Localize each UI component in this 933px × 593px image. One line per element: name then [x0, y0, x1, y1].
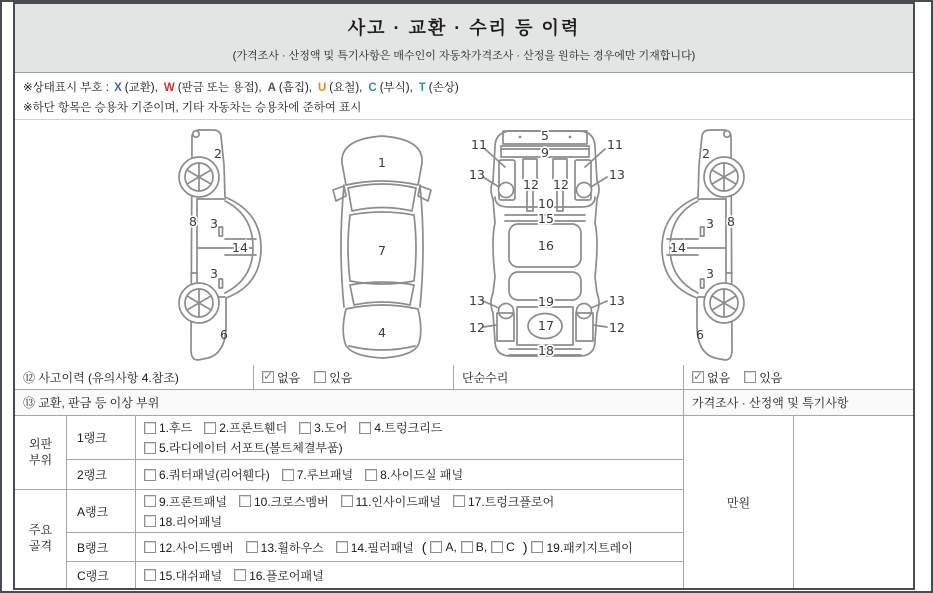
panel-item-label: 13.휠하우스	[260, 540, 324, 555]
page-title: 사고 · 교환 · 수리 등 이력	[347, 17, 581, 38]
part-number-roof: 7	[378, 243, 386, 258]
part-number-front-door: 3	[706, 216, 714, 231]
part-number-rear-door: 3	[706, 266, 714, 281]
legend-symbol-x: X	[114, 82, 122, 94]
panel-item	[299, 419, 347, 436]
checkbox-front-fender[interactable]	[204, 422, 216, 434]
panel-item	[144, 493, 227, 510]
accident-exist-checkbox[interactable]	[314, 371, 326, 383]
part-number-side-member-front-left: 12	[523, 177, 539, 192]
panel-item	[144, 419, 192, 436]
checkbox-pillar-panel[interactable]	[336, 541, 348, 553]
panel-item-label: 3.도어	[314, 421, 348, 435]
part-number-cross-member: 10	[538, 196, 554, 211]
legend-desc-u: (요철),	[329, 82, 363, 94]
status-legend	[15, 73, 913, 120]
part-number-rear-door: 3	[210, 266, 218, 281]
panel-item-label: 6.쿼터패널(리어휀다)	[159, 468, 270, 482]
panel-item-label: 8.사이드실 패널	[380, 468, 464, 482]
legend-desc-w: (판금 또는 용접),	[177, 82, 262, 94]
panel-item	[246, 539, 324, 556]
simple-repair-label: 단순수리	[454, 365, 684, 389]
checkbox-quarter-panel[interactable]	[144, 469, 156, 481]
accident-history-row	[15, 365, 913, 390]
checkbox-trunk-lid[interactable]	[359, 422, 371, 434]
legend-symbol-t: T	[418, 82, 426, 94]
group-frame-line1: 주요	[28, 523, 53, 538]
panel-item-label: 5.라디에이터 서포트(볼트체결부품)	[159, 441, 343, 455]
rank-c-items	[136, 561, 683, 588]
special-notes-cell	[794, 416, 913, 588]
checkbox-side-member[interactable]	[144, 541, 156, 553]
pillar-sub-b	[461, 540, 487, 554]
pillar-sub-label: C	[506, 540, 515, 554]
part-number-trunk: 4	[378, 325, 386, 340]
panel-item-label: 7.루브패널	[296, 468, 354, 482]
panel-item-label: 12.사이드멤버	[159, 540, 234, 555]
checkbox-rear-panel[interactable]	[144, 515, 156, 527]
checkbox-pillar-a[interactable]	[430, 541, 442, 553]
part-number-dash-panel: 15	[538, 211, 554, 226]
checkbox-cross-member[interactable]	[239, 495, 251, 507]
legend-line-2: ※하단 항목은 승용차 기준이며, 기타 자동차는 승용차에 준하여 표시	[23, 102, 362, 115]
part-number-sill: 8	[727, 214, 735, 229]
price-survey-area	[684, 416, 913, 588]
part-number-front-support: 5	[541, 128, 549, 143]
legend-desc-c: (부식),	[379, 82, 413, 94]
panel-item-label: 1.후드	[159, 421, 193, 435]
part-number-pillar: 14	[670, 240, 686, 255]
panel-item-label: 15.대쉬패널	[159, 568, 223, 583]
panel-item	[144, 513, 222, 530]
panel-item-label: 2.프론트휀더	[219, 421, 288, 435]
part-number-wheelhouse-rear-left: 13	[469, 293, 485, 308]
panel-item	[453, 493, 554, 510]
part-number-package-tray: 19	[538, 294, 554, 309]
part-number-side-member-rear-right: 12	[609, 320, 625, 335]
rank-1-items	[136, 416, 683, 459]
legend-desc-t: (손상)	[428, 82, 459, 94]
panel-item-label: 16.플로어패널	[249, 568, 324, 583]
checkbox-roof-panel[interactable]	[282, 469, 294, 481]
simple-repair-choices	[684, 365, 913, 389]
group-outer-panel	[15, 416, 67, 489]
panel-item-label: 11.인사이드패널	[355, 494, 441, 509]
exchange-row-label: ⑬ 교환, 판금 등 이상 부위	[15, 390, 684, 415]
part-number-sill: 8	[189, 214, 197, 229]
group-outer-line2: 부위	[28, 452, 53, 467]
repair-none-option[interactable]	[692, 369, 730, 386]
pillar-sub-label: B,	[475, 540, 488, 554]
pillar-sub-c	[491, 540, 515, 554]
accident-none-checkbox[interactable]	[262, 371, 274, 383]
pillar-paren-close: )	[522, 539, 528, 555]
part-number-side-member-rear-left: 12	[469, 320, 485, 335]
panel-item	[531, 539, 632, 556]
legend-symbol-c: C	[368, 82, 377, 94]
part-number-floor-panel: 16	[538, 238, 554, 253]
panel-item-label: 19.패키지트레이	[546, 540, 633, 555]
accident-none-option[interactable]	[262, 369, 300, 386]
panel-item	[144, 567, 222, 584]
checkbox-hood[interactable]	[144, 422, 156, 434]
panel-item	[239, 493, 329, 510]
rank-b-label: B랭크	[67, 532, 136, 561]
part-number-trunk-floor: 17	[538, 318, 554, 333]
rank-a-label: A랭크	[67, 489, 136, 532]
panel-table	[15, 416, 913, 588]
car-top-diagram	[330, 127, 435, 362]
pillar-sub-label: A,	[445, 540, 457, 554]
part-number-front-door: 3	[210, 216, 218, 231]
checkbox-pillar-b[interactable]	[461, 541, 473, 553]
checkbox-inside-panel[interactable]	[341, 495, 353, 507]
legend-symbol-u: U	[317, 82, 327, 94]
legend-desc-x: (교환),	[124, 82, 158, 94]
panel-item-label: 9.프론트패널	[159, 494, 227, 509]
part-number-fender: 2	[214, 146, 222, 161]
checkbox-pillar-c[interactable]	[491, 541, 503, 553]
car-side-right-diagram	[640, 127, 755, 362]
repair-none-checkbox[interactable]	[692, 371, 704, 383]
checkbox-dash-panel[interactable]	[144, 569, 156, 581]
checkbox-radiator-support[interactable]	[144, 442, 156, 454]
legend-prefix: ※상태표시 부호 :	[23, 82, 113, 94]
rank-2-label: 2랭크	[67, 459, 136, 489]
checkbox-floor-panel[interactable]	[234, 569, 246, 581]
rank-2-items	[136, 459, 683, 489]
checkbox-package-tray[interactable]	[531, 541, 543, 553]
legend-symbol-a: A	[267, 82, 276, 94]
rank-b-items	[136, 532, 683, 561]
part-number-rear-panel: 18	[538, 343, 554, 358]
accident-exist-option[interactable]	[314, 369, 352, 386]
title-band	[15, 4, 913, 73]
panel-item	[359, 419, 442, 436]
rank-a-items	[136, 489, 683, 532]
part-number-inside-panel-left: 11	[471, 137, 487, 152]
panel-item-label: 10.크로스멤버	[253, 494, 329, 509]
checkbox-door[interactable]	[299, 422, 311, 434]
group-frame-line2: 골격	[28, 539, 53, 553]
panel-item	[234, 567, 324, 584]
checkbox-trunk-floor[interactable]	[453, 495, 465, 507]
car-diagrams	[15, 120, 913, 365]
exchange-header-row	[15, 390, 913, 416]
checkbox-wheel-house[interactable]	[246, 541, 258, 553]
panel-item	[365, 466, 463, 483]
rank-1-label: 1랭크	[67, 416, 136, 459]
part-number-pillar: 14	[232, 240, 248, 255]
part-number-wheelhouse-front-left: 13	[469, 167, 485, 182]
pillar-paren-open: (	[421, 539, 427, 555]
panel-item	[336, 539, 414, 556]
part-number-inside-panel-right: 11	[607, 137, 623, 152]
legend-symbol-w: W	[163, 82, 175, 94]
page-subtitle: (가격조사 · 산정액 및 특기사항은 매수인이 자동차가격조사 · 산정을 원하는 경우에만 기재합니다)	[232, 49, 696, 62]
part-number-side-member-front-right: 12	[553, 177, 569, 192]
accident-history-label: ⑫ 사고이력 (유의사항 4.참조)	[15, 365, 254, 389]
repair-none-label: 없음	[707, 370, 731, 385]
car-underbody-diagram	[465, 127, 625, 362]
panel-item-label: 14.필러패널	[350, 540, 414, 555]
rank-c-label: C랭크	[67, 561, 136, 588]
price-survey-header: 가격조사 · 산정액 및 특기사항	[692, 396, 849, 410]
panel-item	[144, 439, 343, 456]
checkbox-side-sill-panel[interactable]	[365, 469, 377, 481]
repair-exist-option[interactable]	[744, 369, 782, 386]
panel-item-label: 18.리어패널	[159, 514, 223, 529]
part-number-quarter: 6	[696, 327, 704, 342]
panel-item	[204, 419, 287, 436]
repair-exist-label: 있음	[759, 370, 783, 385]
part-number-quarter: 6	[220, 327, 228, 342]
part-number-wheelhouse-front-right: 13	[609, 167, 625, 182]
checkbox-front-panel[interactable]	[144, 495, 156, 507]
pillar-sub-a	[430, 540, 456, 554]
form-frame	[13, 2, 915, 590]
price-unit-cell: 만원	[684, 416, 794, 588]
panel-item	[144, 466, 270, 483]
panel-item	[144, 539, 234, 556]
repair-exist-checkbox[interactable]	[744, 371, 756, 383]
accident-exist-label: 있음	[329, 370, 353, 385]
panel-item	[341, 493, 441, 510]
part-number-front-panel: 9	[541, 145, 549, 160]
accident-history-choices	[254, 365, 454, 389]
legend-desc-a: (흠집),	[278, 82, 312, 94]
group-outer-line1: 외판	[28, 436, 53, 451]
accident-none-label: 없음	[277, 370, 301, 385]
part-number-hood: 1	[378, 155, 386, 170]
panel-item	[282, 466, 353, 483]
car-side-left-diagram	[168, 127, 283, 362]
part-number-fender: 2	[702, 146, 710, 161]
panel-table-left	[15, 416, 684, 588]
part-number-wheelhouse-rear-right: 13	[609, 293, 625, 308]
group-main-frame	[15, 489, 67, 588]
legend-line-1	[23, 78, 905, 98]
panel-item-label: 17.트렁크플로어	[467, 494, 555, 509]
panel-item-label: 4.트렁크리드	[374, 421, 443, 435]
